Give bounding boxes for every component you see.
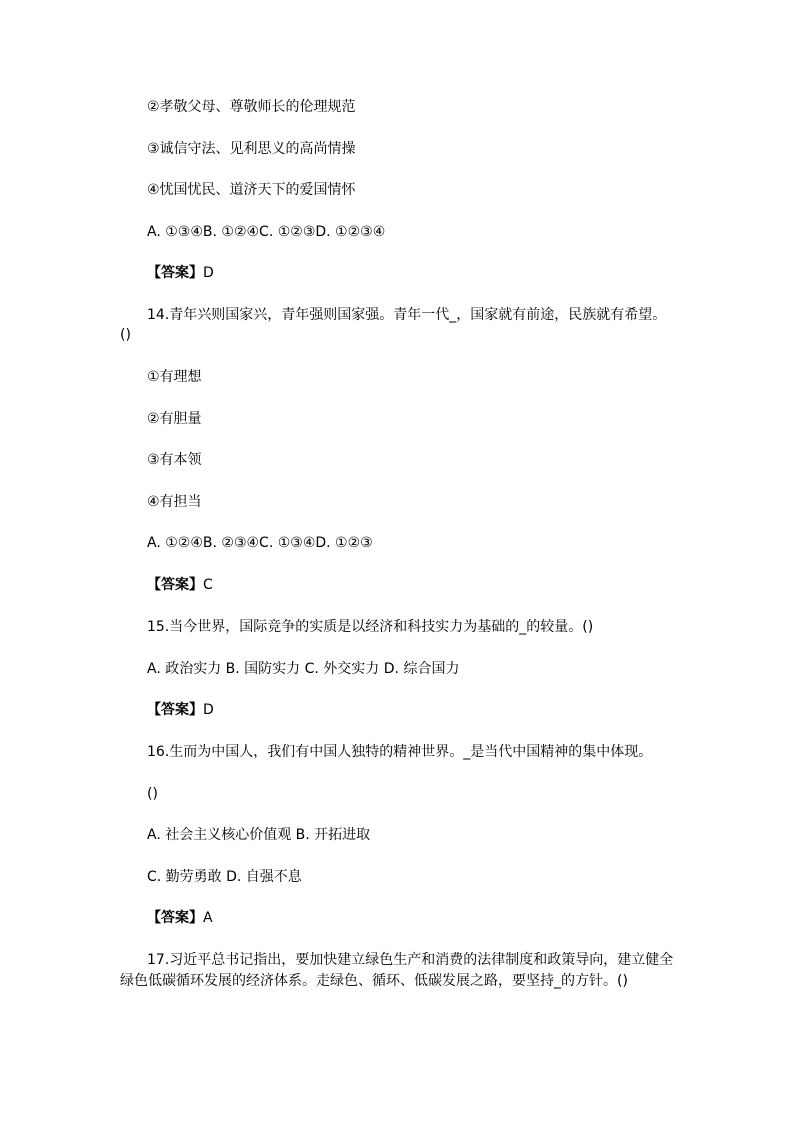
question-14-paren: () bbox=[120, 327, 131, 343]
answer-value: D bbox=[203, 702, 214, 718]
question-17: 17.习近平总书记指出，要加快建立绿色生产和消费的法律制度和政策导向，建立健全绿色低碳循环发展的经济体系。走绿色、循环、低碳发展之路，要坚持_的方针。() bbox=[120, 952, 674, 989]
answer-label: 【答案】 bbox=[147, 265, 203, 281]
q14-option-3: ③有本领 bbox=[147, 452, 202, 468]
q14-option-1: ①有理想 bbox=[147, 369, 202, 385]
option-4: ④忧国忧民、道济天下的爱国情怀 bbox=[147, 182, 356, 198]
answer-value: D bbox=[203, 265, 214, 281]
question-16: 16.生而为中国人，我们有中国人独特的精神世界。_是当代中国精神的集中体现。 bbox=[147, 744, 653, 760]
question-15-choices: A. 政治实力 B. 国防实力 C. 外交实力 D. 综合国力 bbox=[147, 661, 460, 677]
answer-label: 【答案】 bbox=[147, 577, 203, 593]
question-16-answer bbox=[147, 908, 213, 928]
q14-option-4: ④有担当 bbox=[147, 494, 202, 510]
answer-value: C bbox=[203, 577, 213, 593]
answer-label: 【答案】 bbox=[147, 910, 203, 926]
option-2: ②孝敬父母、尊敬师长的伦理规范 bbox=[147, 99, 356, 115]
question-14-answer bbox=[147, 575, 213, 595]
question-16-choices-2: C. 勤劳勇敢 D. 自强不息 bbox=[147, 869, 302, 885]
q14-option-2: ②有胆量 bbox=[147, 411, 202, 427]
question-15: 15.当今世界，国际竞争的实质是以经济和科技实力为基础的_的较量。() bbox=[147, 619, 594, 635]
option-3: ③诚信守法、见利思义的高尚情操 bbox=[147, 141, 356, 157]
question-15-answer bbox=[147, 700, 214, 720]
answer-label: 【答案】 bbox=[147, 702, 203, 718]
question-16-choices-1: A. 社会主义核心价值观 B. 开拓进取 bbox=[147, 827, 371, 843]
question-14: 14.青年兴则国家兴，青年强则国家强。青年一代_，国家就有前途，民族就有希望。 bbox=[147, 307, 667, 323]
answer-value: A bbox=[203, 910, 213, 926]
question-13-answer bbox=[147, 263, 214, 283]
question-14-choices: A. ①②④B. ②③④C. ①③④D. ①②③ bbox=[147, 535, 373, 551]
question-16-paren: () bbox=[147, 786, 158, 802]
question-13-choices: A. ①③④B. ①②④C. ①②③D. ①②③④ bbox=[147, 224, 386, 240]
